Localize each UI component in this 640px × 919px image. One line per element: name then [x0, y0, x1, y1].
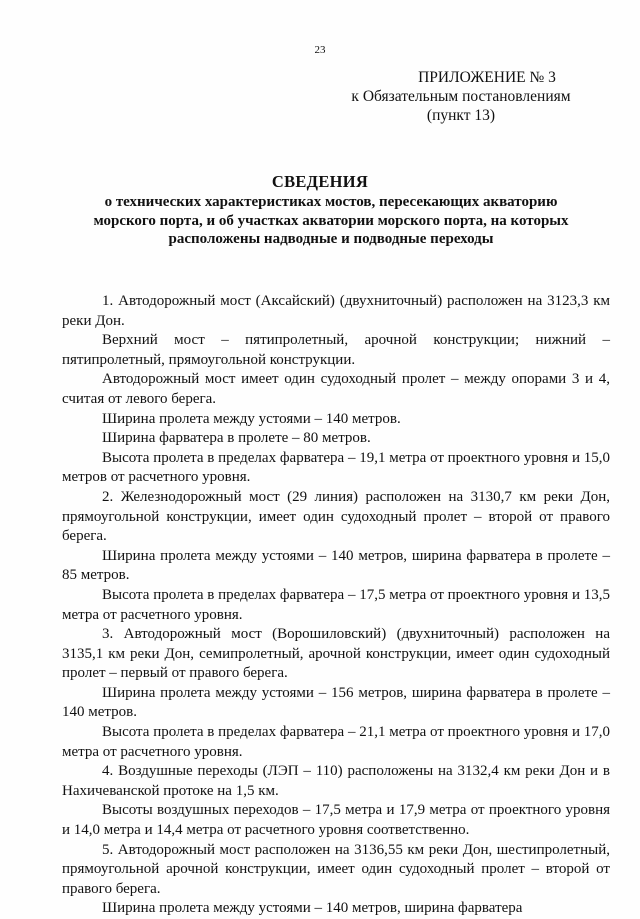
paragraph: Автодорожный мост имеет один судоходный пролет – между опорами 3 и 4, считая от левого берега.	[62, 371, 610, 407]
paragraph: Ширина пролета между устоями – 140 метров, ширина фарватера в пролете – 85 метров.	[62, 547, 610, 584]
paragraph: Высоты воздушных переходов – 17,5 метра и 17,9 метра от проектного уровня и 14,0 метра и 14,4 метра от расчетного уровня соответственно.	[62, 802, 610, 839]
paragraph: Высота пролета в пределах фарватера – 17,5 метра от проектного уровня и 13,5 метра от расчетного уровня.	[62, 586, 610, 623]
paragraph: Высота пролета в пределах фарватера – 21,1 метра от проектного уровня и 17,0 метра от расчетного уровня.	[62, 724, 610, 760]
paragraph: Ширина пролета между устоями – 140 метров, ширина фарватера	[102, 900, 523, 917]
paragraph: Высота пролета в пределах фарватера – 19,1 метра от проектного уровня и 15,0 метров от расчетного уровня.	[62, 449, 610, 486]
paragraph: 1. Автодорожный мост (Аксайский) (двухниточный) расположен на 3123,3 км реки Дон.	[62, 293, 610, 329]
paragraph: 2. Железнодорожный мост (29 линия) расположен на 3130,7 км реки Дон, прямоугольной конструкции, имеет один судоходный пролет – второй от правого берега.	[62, 488, 610, 545]
appendix-header	[346, 68, 576, 125]
document-subtitle: о технических характеристиках мостов, пересекающих акваторию морского порта, и об участках акватории морского порта, на которых расположены надводные и подводные переходы	[93, 194, 569, 247]
appendix-reference: к Обязательным постановлениям	[351, 88, 571, 105]
paragraph: Ширина пролета между устоями – 140 метров.	[102, 410, 401, 427]
paragraph: Ширина фарватера в пролете – 80 метров.	[102, 430, 371, 447]
appendix-clause: (пункт 13)	[426, 107, 496, 124]
document-title: СВЕДЕНИЯ	[271, 172, 369, 191]
paragraph: Ширина пролета между устоями – 156 метров, ширина фарватера в пролете – 140 метров.	[62, 684, 610, 721]
paragraph: 5. Автодорожный мост расположен на 3136,55 км реки Дон, шестипролетный, прямоугольной арочной конструкции, имеет один судоходный пролет – второй от правого берега.	[62, 841, 610, 897]
page-number: 23	[314, 44, 326, 56]
paragraph: 3. Автодорожный мост (Ворошиловский) (двухниточный) расположен на 3135,1 км реки Дон, семипролетный, арочной конструкции, имеет один судоходный пролет – первый от правого берега.	[62, 626, 610, 682]
appendix-title: ПРИЛОЖЕНИЕ № 3	[418, 69, 556, 86]
paragraph: Верхний мост – пятипролетный, арочной конструкции; нижний – пятипролетный, прямоугольной конструкции.	[62, 332, 610, 368]
document-body	[62, 292, 610, 919]
paragraph: 4. Воздушные переходы (ЛЭП – 110) расположены на 3132,4 км реки Дон и в Нахичеванской протоке на 1,5 км.	[62, 763, 610, 799]
